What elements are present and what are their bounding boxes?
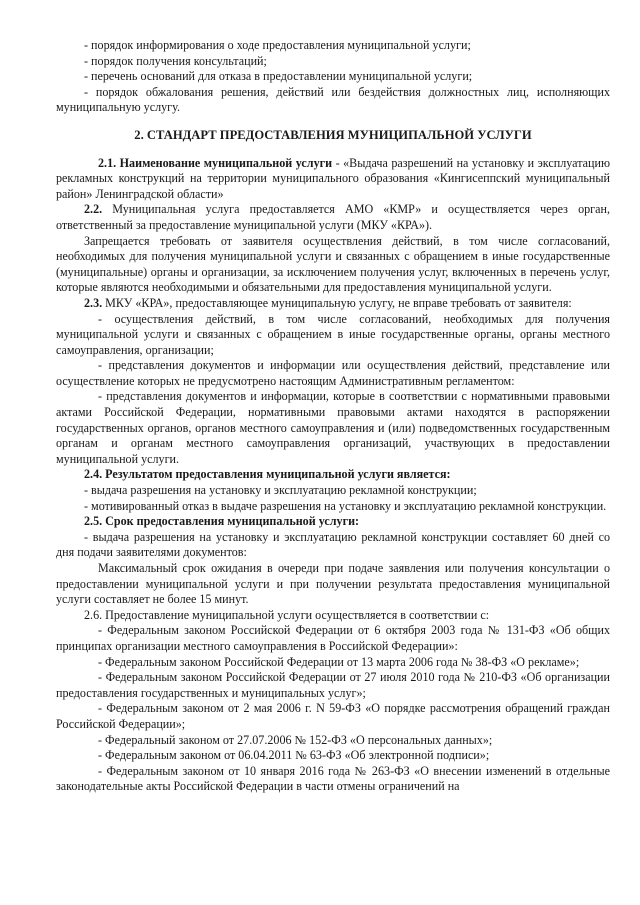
- item-2-6-5: - Федеральный законом от 27.07.2006 № 152-ФЗ «О персональных данных»;: [98, 732, 493, 747]
- item-2-3-1: - осуществления действий, в том числе согласований, необходимых для получения муниципальной услуги и связанных с обращением в иные государственные органы, органы местного самоуправления, организации;: [56, 311, 610, 357]
- item-2-4-1: - выдача разрешения на установку и эксплуатацию рекламной конструкции;: [84, 483, 477, 498]
- item-2-6-4: - Федеральным законом от 2 мая 2006 г. N 59-ФЗ «О порядке рассмотрения обращений граждан Российской Федерации»;: [56, 701, 610, 731]
- item-2-4-2: - мотивированный отказ в выдаче разрешения на установку и эксплуатацию рекламной конструкции.: [84, 498, 607, 513]
- item-2-6-2: - Федеральным законом Российской Федерации от 13 марта 2006 года № 38-ФЗ «О рекламе»;: [98, 654, 580, 669]
- intro-item-2: - порядок получения консультаций;: [84, 53, 267, 68]
- item-2-5-1: - выдача разрешения на установку и эксплуатацию рекламной конструкции составляет 60 дней со дня подачи заявителями документов:: [56, 529, 610, 560]
- paragraph-2-4-title-text: 2.4. Результатом предоставления муниципальной услуги является:: [84, 467, 451, 482]
- paragraph-2-5-title: [56, 514, 610, 530]
- intro-item-3: - перечень оснований для отказа в предоставлении муниципальной услуги;: [84, 69, 473, 84]
- item-2-3-3: - представления документов и информации, которые в соответствии с нормативными правовыми актами Российской Федерации, нормативными правовыми актами находятся в распоряжении государственных органов, органов местного самоуправления и (или) подведомственных государственным органам и органам местного самоуправления организаций, участвующих в предоставлении муниципальной услуги.: [56, 389, 610, 466]
- section-title: 2. СТАНДАРТ ПРЕДОСТАВЛЕНИЯ МУНИЦИПАЛЬНОЙ УСЛУГИ: [134, 127, 532, 142]
- paragraph-2-5-title-text: 2.5. Срок предоставления муниципальной услуги:: [84, 514, 360, 529]
- paragraph-2-6-title: 2.6. Предоставление муниципальной услуги осуществляется в соответствии с:: [84, 607, 490, 622]
- paragraph-2-1-lead: 2.1. Наименование муниципальной услуги: [98, 155, 333, 170]
- paragraph-2-2: [56, 202, 610, 233]
- item-2-6-3: - Федеральным законом Российской Федерации от 27 июля 2010 года № 210-ФЗ «Об организации предоставления государственных и муниципальных услуг»;: [56, 670, 610, 700]
- paragraph-2-2-text: Муниципальная услуга предоставляется АМО «КМР» и осуществляется через орган, ответственный за предоставление муниципальной услуги (МКУ «КРА»).: [56, 202, 610, 232]
- item-2-6-1: - Федеральным законом Российской Федерации от 6 октября 2003 года № 131-ФЗ «Об общих принципах организации местного самоуправления в Российской Федерации»:: [56, 623, 610, 653]
- paragraph-2-2-lead: 2.2.: [84, 202, 103, 217]
- paragraph-2-4-title: [56, 467, 610, 483]
- item-2-6-7: - Федеральным законом от 10 января 2016 года № 263-ФЗ «О внесении изменений в отдельные законодательные акты Российской Федерации в части отмены ограничений на: [56, 763, 610, 794]
- item-2-6-6: - Федеральным законом от 06.04.2011 № 63-ФЗ «Об электронной подписи»;: [98, 748, 490, 763]
- paragraph-2-3: [56, 296, 610, 312]
- paragraph-2-1-text: - «Выдача разрешений на установку и эксплуатацию рекламных конструкций на территории муниципального образования «Кингисеппский муниципальный район» Ленинградской области»: [56, 155, 610, 201]
- item-2-3-2: - представления документов и информации или осуществления действий, представление или осуществление которых не предусмотрено настоящим Административным регламентом:: [56, 358, 610, 388]
- paragraph-2-3-lead: 2.3.: [84, 295, 103, 310]
- item-2-5-2: Максимальный срок ожидания в очереди при подаче заявления или получения консультации о предоставлении муниципальной услуги и при получении результата предоставления муниципальной услуги составляет не более 15 минут.: [56, 561, 610, 607]
- intro-item-4: - порядок обжалования решения, действий или бездействия должностных лиц, исполняющих муниципальную услугу.: [56, 84, 610, 115]
- paragraph-2-3-text: МКУ «КРА», предоставляющее муниципальную услугу, не вправе требовать от заявителя:: [102, 295, 572, 310]
- intro-item-1: - порядок информирования о ходе предоставления муниципальной услуги;: [84, 38, 471, 52]
- paragraph-prohibition: Запрещается требовать от заявителя осуществления действий, в том числе согласований, необходимых для получения муниципальной услуги и связанных с обращением в иные государственные (муниципальные) органы и организации, за исключением получения услуг, включенных в перечень услуг, которые являются необходимыми и обязательными для предоставления муниципальной услуги.: [56, 233, 610, 295]
- paragraph-2-1: [56, 156, 610, 203]
